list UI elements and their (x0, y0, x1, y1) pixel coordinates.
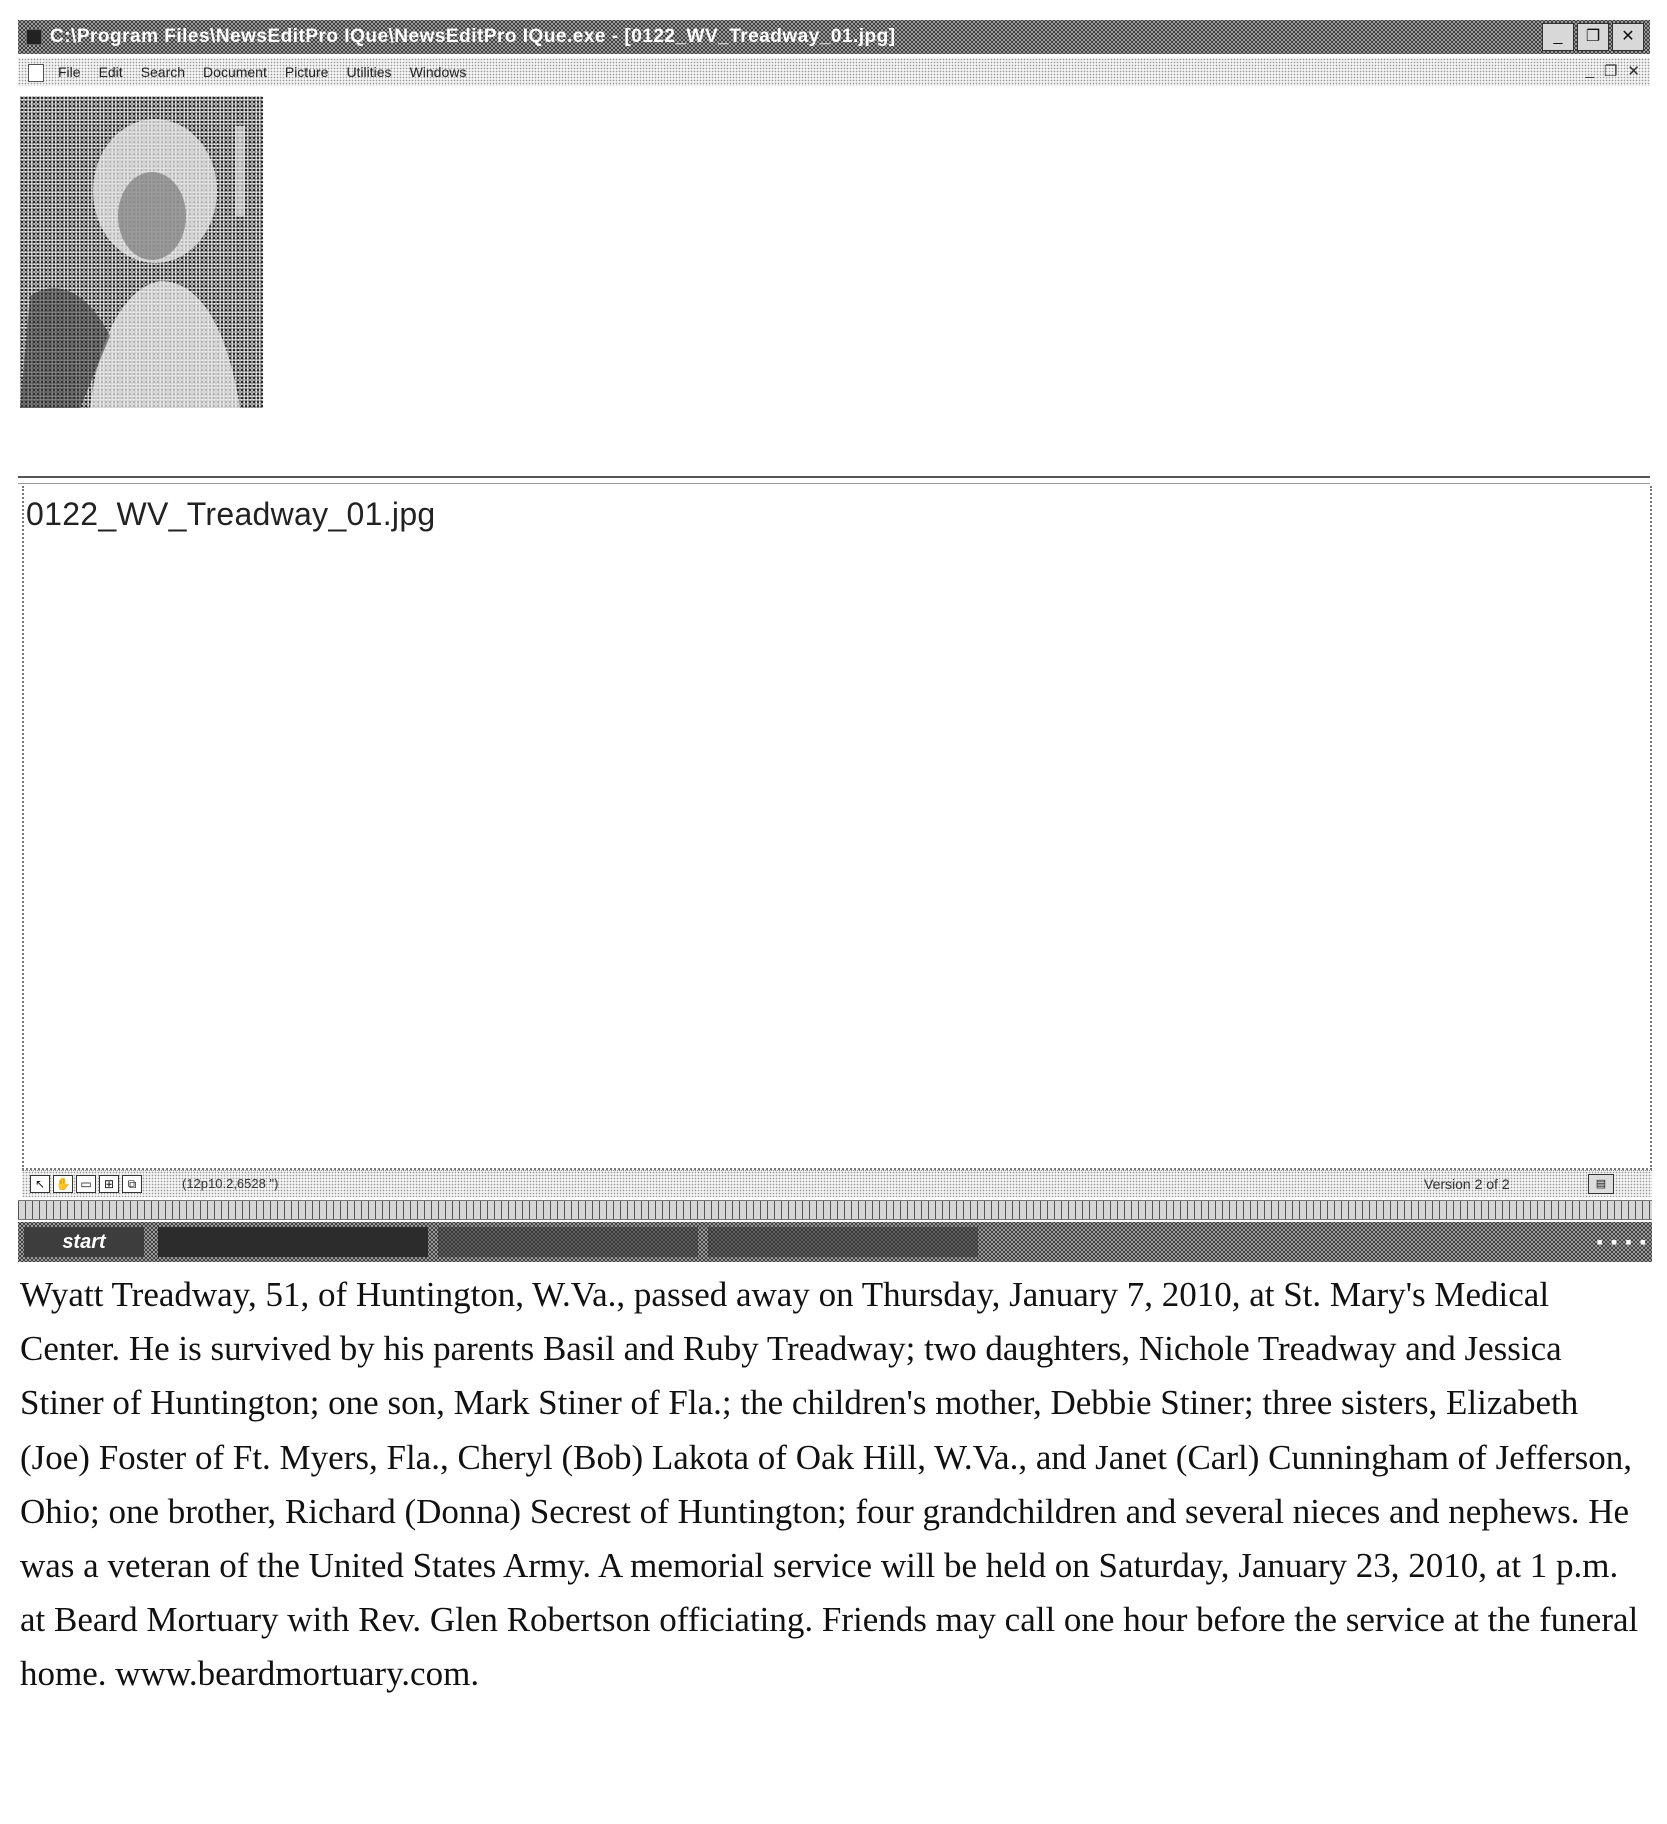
doc-restore-button[interactable]: ❐ (1603, 63, 1618, 80)
menu-bar (18, 58, 1650, 86)
portrait-photo (20, 96, 263, 408)
document-window-controls (1586, 62, 1640, 80)
pane-separator[interactable] (18, 476, 1650, 484)
tray-icon[interactable]: ▪ (1610, 1231, 1618, 1252)
taskbar (18, 1222, 1652, 1262)
window-controls (1542, 23, 1644, 51)
editor-pane[interactable] (22, 486, 1652, 1170)
obituary-text: Wyatt Treadway, 51, of Huntington, W.Va., passed away on Thursday, January 7, 2010, at St. Mary's Medical Center. He is survived by his parents Basil and Ruby Treadway; two daughters, Nichole Treadway and Jessica Stiner of Huntington; one son, Mark Stiner of Fla.; the children's mother, Debbie Stiner; three sisters, Elizabeth (Joe) Foster of Ft. Myers, Fla., Cheryl (Bob) Lakota of Oak Hill, W.Va., and Janet (Carl) Cunningham of Jefferson, Ohio; one brother, Richard (Donna) Secrest of Huntington; four grandchildren and several nieces and nephews. He was a veteran of the United States Army. A memorial service will be held on Saturday, January 23, 2010, at 1 p.m. at Beard Mortuary with Rev. Glen Robertson officiating. Friends may call one hour before the service at the funeral home. www.beardmortuary.com. (20, 1275, 1639, 1694)
layout-tool-icon[interactable]: ⧉ (122, 1175, 142, 1193)
file-name-label: 0122_WV_Treadway_01.jpg (26, 496, 436, 532)
menu-list (58, 64, 466, 80)
document-icon[interactable] (28, 64, 44, 82)
portrait-illustration (20, 96, 263, 408)
status-bar (22, 1170, 1652, 1197)
menu-file[interactable]: File (58, 64, 81, 80)
save-status-icon[interactable]: ▤ (1588, 1174, 1614, 1194)
pointer-tool-icon[interactable]: ↖ (30, 1175, 50, 1193)
hand-tool-icon[interactable]: ✋ (53, 1175, 73, 1193)
tray-icon[interactable]: ▪ (1596, 1231, 1603, 1252)
taskbar-item-2[interactable] (438, 1227, 698, 1257)
frame-tool-icon[interactable]: ▭ (76, 1175, 96, 1193)
system-tray (1596, 1227, 1646, 1257)
start-button[interactable]: start (24, 1227, 144, 1257)
version-indicator: Version 2 of 2 (1424, 1176, 1510, 1192)
menu-utilities[interactable]: Utilities (346, 64, 392, 80)
doc-close-button[interactable]: ✕ (1627, 63, 1640, 80)
close-button[interactable]: ✕ (1612, 23, 1644, 51)
taskbar-item-1[interactable] (158, 1227, 428, 1257)
minimize-button[interactable]: _ (1542, 23, 1574, 51)
menu-picture[interactable]: Picture (284, 64, 329, 80)
menu-windows[interactable]: Windows (409, 64, 467, 80)
ruler-strip (18, 1200, 1652, 1220)
menu-edit[interactable]: Edit (98, 64, 123, 80)
cursor-coordinates: (12p10.2,6528 ") (182, 1176, 279, 1191)
doc-minimize-button[interactable]: _ (1585, 62, 1594, 79)
tray-icon[interactable]: ▪ (1639, 1231, 1646, 1252)
grid-tool-icon[interactable]: ⊞ (99, 1175, 119, 1193)
view-tools (30, 1175, 142, 1193)
menu-document[interactable]: Document (203, 64, 267, 80)
title-bar (18, 20, 1650, 54)
maximize-button[interactable]: ❐ (1577, 23, 1609, 51)
window-title: C:\Program Files\NewsEditPro IQue\NewsEditPro IQue.exe - [0122_WV_Treadway_01.jpg] (50, 26, 896, 47)
menu-search[interactable]: Search (140, 64, 186, 80)
taskbar-item-3[interactable] (708, 1227, 978, 1257)
app-icon[interactable] (26, 29, 42, 45)
tray-icon[interactable]: ▪ (1625, 1231, 1632, 1252)
